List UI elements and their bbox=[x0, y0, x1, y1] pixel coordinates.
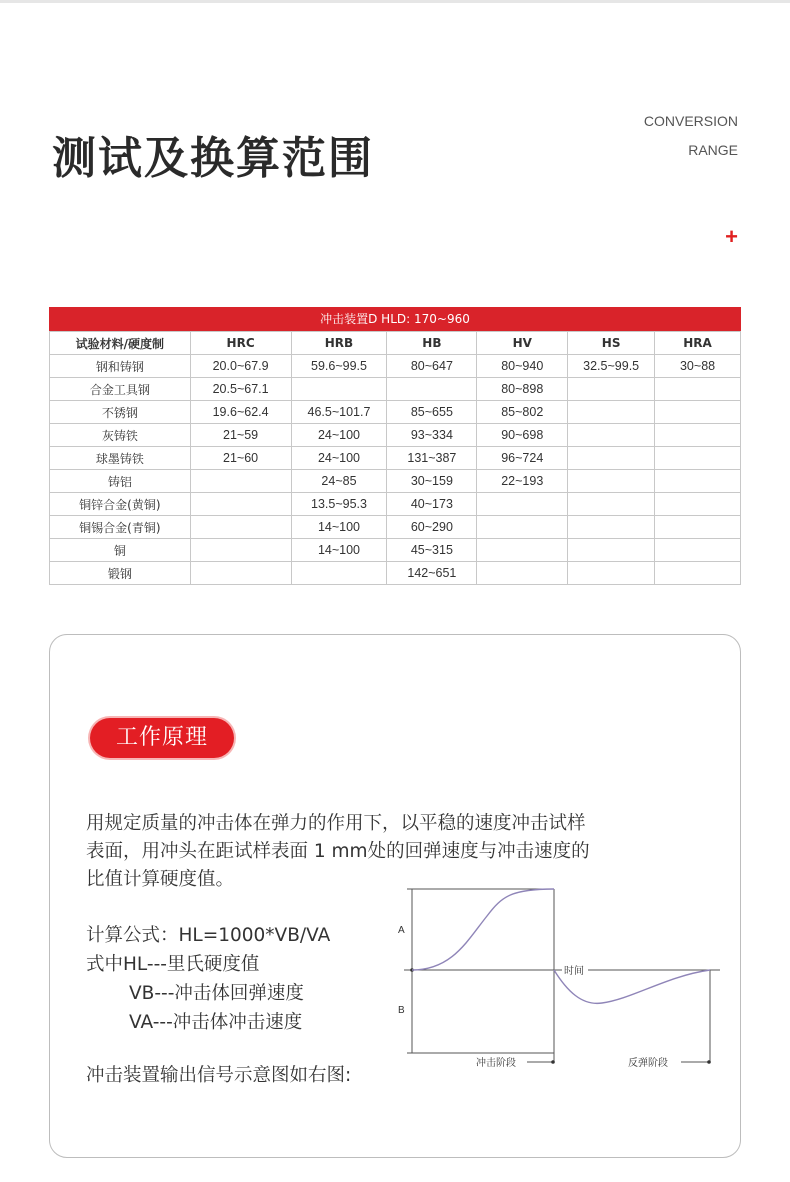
page-subtitle bbox=[644, 107, 738, 165]
value-cell bbox=[568, 539, 655, 562]
signal-diagram bbox=[392, 881, 737, 1071]
value-cell: 85~655 bbox=[387, 401, 477, 424]
formula-va-definition: VA---冲击体冲击速度 bbox=[129, 1012, 303, 1033]
column-header: HB bbox=[387, 332, 477, 355]
table-row bbox=[50, 401, 741, 424]
value-cell bbox=[655, 562, 741, 585]
value-cell bbox=[387, 378, 477, 401]
value-cell bbox=[291, 562, 387, 585]
value-cell bbox=[568, 447, 655, 470]
value-cell bbox=[477, 516, 568, 539]
formula-hl-definition: 式中HL---里氏硬度值 bbox=[86, 954, 260, 975]
value-cell bbox=[568, 424, 655, 447]
formula-block bbox=[86, 921, 330, 1037]
value-cell: 24~100 bbox=[291, 424, 387, 447]
value-cell: 90~698 bbox=[477, 424, 568, 447]
value-cell: 24~100 bbox=[291, 447, 387, 470]
label-b: B bbox=[398, 1005, 405, 1016]
value-cell: 93~334 bbox=[387, 424, 477, 447]
description-line-2: 表面，用冲头在距试样表面 1 mm处的回弹速度与冲击速度的 bbox=[86, 841, 590, 862]
value-cell bbox=[568, 493, 655, 516]
column-header: HRC bbox=[190, 332, 291, 355]
value-cell bbox=[568, 562, 655, 585]
conversion-table bbox=[49, 307, 741, 585]
value-cell bbox=[655, 401, 741, 424]
label-time: 时间 bbox=[564, 966, 584, 977]
material-cell: 钢和铸钢 bbox=[50, 355, 191, 378]
principle-card bbox=[49, 634, 741, 1158]
value-cell bbox=[477, 493, 568, 516]
formula-line: 计算公式：HL=1000*VB/VA bbox=[86, 925, 331, 946]
label-impact-stage: 冲击阶段 bbox=[476, 1058, 516, 1069]
value-cell: 85~802 bbox=[477, 401, 568, 424]
value-cell bbox=[477, 539, 568, 562]
value-cell: 131~387 bbox=[387, 447, 477, 470]
value-cell: 80~898 bbox=[477, 378, 568, 401]
formula-vb-definition: VB---冲击体回弹速度 bbox=[129, 983, 304, 1004]
column-header: HRA bbox=[655, 332, 741, 355]
value-cell: 13.5~95.3 bbox=[291, 493, 387, 516]
material-cell: 合金工具钢 bbox=[50, 378, 191, 401]
material-cell: 球墨铸铁 bbox=[50, 447, 191, 470]
material-cell: 铜锡合金(青铜) bbox=[50, 516, 191, 539]
impact-curve bbox=[412, 889, 554, 970]
value-cell: 14~100 bbox=[291, 516, 387, 539]
table-row bbox=[50, 493, 741, 516]
value-cell bbox=[477, 562, 568, 585]
value-cell: 24~85 bbox=[291, 470, 387, 493]
table-header-row bbox=[50, 332, 741, 355]
value-cell bbox=[568, 378, 655, 401]
label-a: A bbox=[398, 925, 405, 936]
material-cell: 锻钢 bbox=[50, 562, 191, 585]
plus-icon: + bbox=[725, 224, 738, 249]
table-title: 冲击装置D HLD: 170~960 bbox=[49, 307, 741, 331]
value-cell: 80~940 bbox=[477, 355, 568, 378]
table-row bbox=[50, 447, 741, 470]
table-row bbox=[50, 516, 741, 539]
value-cell: 142~651 bbox=[387, 562, 477, 585]
value-cell: 21~60 bbox=[190, 447, 291, 470]
value-cell bbox=[655, 424, 741, 447]
value-cell: 45~315 bbox=[387, 539, 477, 562]
value-cell bbox=[190, 493, 291, 516]
subtitle-line-1: CONVERSION bbox=[643, 113, 738, 129]
value-cell bbox=[568, 516, 655, 539]
subtitle-line-2: RANGE bbox=[688, 142, 738, 158]
principle-badge: 工作原理 bbox=[90, 718, 234, 758]
value-cell bbox=[655, 516, 741, 539]
table-row bbox=[50, 470, 741, 493]
label-rebound-stage: 反弹阶段 bbox=[628, 1058, 668, 1069]
value-cell: 30~88 bbox=[655, 355, 741, 378]
value-cell bbox=[190, 562, 291, 585]
value-cell: 21~59 bbox=[190, 424, 291, 447]
value-cell: 30~159 bbox=[387, 470, 477, 493]
value-cell: 20.5~67.1 bbox=[190, 378, 291, 401]
value-cell bbox=[655, 539, 741, 562]
material-cell: 不锈钢 bbox=[50, 401, 191, 424]
value-cell: 59.6~99.5 bbox=[291, 355, 387, 378]
value-cell bbox=[655, 447, 741, 470]
description-line-3: 比值计算硬度值。 bbox=[86, 869, 235, 890]
column-header: HS bbox=[568, 332, 655, 355]
value-cell bbox=[655, 493, 741, 516]
value-cell: 60~290 bbox=[387, 516, 477, 539]
table-row bbox=[50, 424, 741, 447]
table-row bbox=[50, 539, 741, 562]
value-cell: 46.5~101.7 bbox=[291, 401, 387, 424]
value-cell bbox=[568, 401, 655, 424]
output-signal-text: 冲击装置输出信号示意图如右图: bbox=[86, 1065, 352, 1086]
value-cell bbox=[568, 470, 655, 493]
column-header: HRB bbox=[291, 332, 387, 355]
description-line-1: 用规定质量的冲击体在弹力的作用下，以平稳的速度冲击试样 bbox=[86, 813, 586, 834]
table-row bbox=[50, 562, 741, 585]
value-cell: 32.5~99.5 bbox=[568, 355, 655, 378]
column-header: 试验材料/硬度制 bbox=[50, 332, 191, 355]
value-cell: 14~100 bbox=[291, 539, 387, 562]
top-divider bbox=[0, 0, 790, 3]
value-cell bbox=[655, 378, 741, 401]
value-cell: 40~173 bbox=[387, 493, 477, 516]
material-cell: 灰铸铁 bbox=[50, 424, 191, 447]
value-cell: 19.6~62.4 bbox=[190, 401, 291, 424]
value-cell: 96~724 bbox=[477, 447, 568, 470]
page-title: 测试及换算范围 bbox=[52, 133, 374, 184]
material-cell: 铜 bbox=[50, 539, 191, 562]
value-cell: 22~193 bbox=[477, 470, 568, 493]
column-header: HV bbox=[477, 332, 568, 355]
material-cell: 铸铝 bbox=[50, 470, 191, 493]
value-cell: 80~647 bbox=[387, 355, 477, 378]
value-cell: 20.0~67.9 bbox=[190, 355, 291, 378]
rebound-arrow-dot bbox=[707, 1060, 711, 1064]
table-row bbox=[50, 378, 741, 401]
impact-arrow-dot bbox=[551, 1060, 555, 1064]
value-cell bbox=[291, 378, 387, 401]
value-cell bbox=[190, 516, 291, 539]
value-cell bbox=[190, 470, 291, 493]
value-cell bbox=[655, 470, 741, 493]
table-row bbox=[50, 355, 741, 378]
material-cell: 铜锌合金(黄铜) bbox=[50, 493, 191, 516]
value-cell bbox=[190, 539, 291, 562]
